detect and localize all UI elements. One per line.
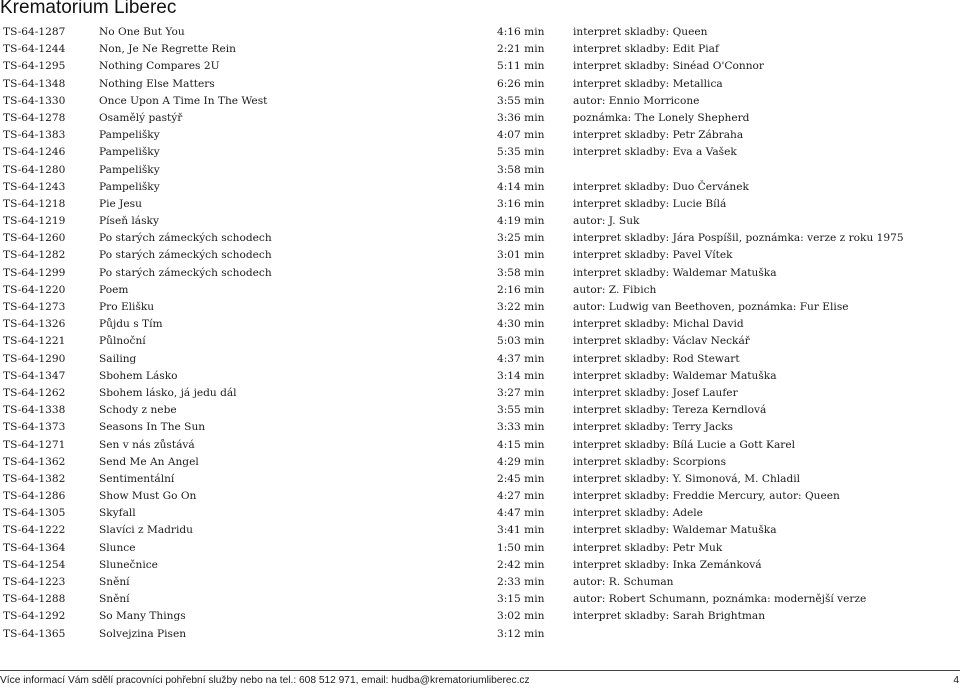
track-duration: 3:58 min bbox=[497, 266, 545, 279]
list-item bbox=[0, 213, 960, 230]
list-item bbox=[0, 488, 960, 505]
list-item bbox=[0, 505, 960, 522]
track-code: TS-64-1382 bbox=[3, 472, 66, 485]
track-code: TS-64-1218 bbox=[3, 197, 66, 210]
list-item bbox=[0, 333, 960, 350]
list-item bbox=[0, 282, 960, 299]
track-code: TS-64-1223 bbox=[3, 576, 66, 588]
track-title: Sbohem lásko, já jedu dál bbox=[99, 386, 237, 399]
list-item bbox=[0, 557, 960, 574]
list-item bbox=[0, 471, 960, 488]
track-title: Půjdu s Tím bbox=[99, 318, 163, 331]
track-duration: 3:16 min bbox=[497, 197, 545, 210]
list-item bbox=[0, 574, 960, 591]
list-item bbox=[0, 385, 960, 402]
track-duration: 3:33 min bbox=[497, 421, 545, 434]
track-title: Pampelišky bbox=[99, 180, 160, 193]
track-note: interpret skladby: Freddie Mercury, autor: Queen bbox=[573, 490, 840, 503]
track-duration: 4:16 min bbox=[497, 26, 545, 38]
track-code: TS-64-1290 bbox=[3, 352, 66, 365]
track-title: Píseň lásky bbox=[99, 215, 159, 228]
list-item bbox=[0, 402, 960, 419]
track-code: TS-64-1288 bbox=[3, 593, 66, 606]
track-duration: 4:07 min bbox=[497, 129, 545, 142]
track-title: No One But You bbox=[99, 26, 185, 38]
track-duration: 4:47 min bbox=[497, 507, 545, 520]
list-item bbox=[0, 179, 960, 196]
list-item bbox=[0, 522, 960, 539]
track-code: TS-64-1364 bbox=[3, 541, 66, 554]
track-title: Solvejzina Pisen bbox=[99, 627, 187, 640]
track-note: interpret skladby: Josef Laufer bbox=[573, 386, 738, 399]
track-note: interpret skladby: Waldemar Matuška bbox=[573, 266, 777, 279]
track-title: Pampelišky bbox=[99, 129, 160, 142]
list-item bbox=[0, 437, 960, 454]
list-item bbox=[0, 626, 960, 643]
list-item bbox=[0, 454, 960, 471]
list-item bbox=[0, 24, 960, 41]
list-item bbox=[0, 110, 960, 127]
footer-contact-text: Více informací Vám sdělí pracovníci pohřební služby nebo na tel.: 608 512 971, email: hudba@krematoriumliberec.cz bbox=[0, 675, 530, 686]
track-note: interpret skladby: Y. Simonová, M. Chladil bbox=[573, 472, 801, 485]
track-code: TS-64-1347 bbox=[3, 369, 66, 382]
list-item bbox=[0, 230, 960, 247]
list-item bbox=[0, 196, 960, 213]
track-code: TS-64-1373 bbox=[3, 421, 66, 434]
track-code: TS-64-1326 bbox=[3, 318, 66, 331]
track-note: autor: Ennio Morricone bbox=[573, 94, 700, 107]
track-code: TS-64-1287 bbox=[3, 26, 66, 38]
track-title: So Many Things bbox=[99, 610, 186, 623]
footer bbox=[0, 673, 960, 689]
track-note: interpret skladby: Rod Stewart bbox=[573, 352, 740, 365]
list-item bbox=[0, 419, 960, 436]
track-title: Pro Elišku bbox=[99, 301, 155, 313]
track-note: interpret skladby: Eva a Vašek bbox=[573, 146, 737, 159]
track-note: autor: Ludwig van Beethoven, poznámka: Fur Elise bbox=[573, 301, 849, 313]
track-title: Slavíci z Madridu bbox=[99, 524, 193, 537]
track-code: TS-64-1282 bbox=[3, 249, 66, 262]
track-title: Sen v nás zůstává bbox=[99, 438, 195, 451]
track-title: Slunečnice bbox=[99, 558, 158, 571]
list-item bbox=[0, 247, 960, 264]
track-note: interpret skladby: Duo Červánek bbox=[573, 180, 749, 193]
track-note: interpret skladby: Adele bbox=[573, 507, 703, 520]
track-code: TS-64-1273 bbox=[3, 301, 66, 313]
track-title: Once Upon A Time In The West bbox=[99, 94, 268, 107]
track-note: interpret skladby: Lucie Bílá bbox=[573, 197, 727, 210]
track-code: TS-64-1348 bbox=[3, 77, 66, 90]
track-title: Skyfall bbox=[99, 507, 136, 520]
track-title: Slunce bbox=[99, 541, 136, 554]
track-note: interpret skladby: Petr Muk bbox=[573, 541, 723, 554]
track-title: Poem bbox=[99, 283, 129, 296]
track-duration: 3:01 min bbox=[497, 249, 545, 262]
track-duration: 6:26 min bbox=[497, 77, 545, 90]
track-code: TS-64-1295 bbox=[3, 60, 66, 73]
track-duration: 3:22 min bbox=[497, 301, 545, 313]
track-code: TS-64-1365 bbox=[3, 627, 66, 640]
track-duration: 2:42 min bbox=[497, 558, 545, 571]
track-code: TS-64-1262 bbox=[3, 386, 66, 399]
track-duration: 3:15 min bbox=[497, 593, 545, 606]
track-duration: 4:27 min bbox=[497, 490, 545, 503]
list-item bbox=[0, 316, 960, 333]
track-duration: 4:19 min bbox=[497, 215, 545, 228]
track-note: interpret skladby: Pavel Vítek bbox=[573, 249, 733, 262]
track-code: TS-64-1338 bbox=[3, 404, 66, 417]
list-item bbox=[0, 162, 960, 179]
track-note: interpret skladby: Václav Neckář bbox=[573, 335, 750, 348]
track-duration: 3:58 min bbox=[497, 163, 545, 176]
track-title: Sbohem Lásko bbox=[99, 369, 178, 382]
track-code: TS-64-1286 bbox=[3, 490, 66, 503]
track-note: interpret skladby: Jára Pospíšil, poznámka: verze z roku 1975 bbox=[573, 232, 904, 245]
track-code: TS-64-1260 bbox=[3, 232, 66, 245]
track-title: Seasons In The Sun bbox=[99, 421, 206, 434]
track-note: interpret skladby: Petr Zábraha bbox=[573, 129, 744, 142]
track-duration: 3:55 min bbox=[497, 94, 545, 107]
list-item bbox=[0, 608, 960, 625]
track-note: autor: R. Schuman bbox=[573, 576, 674, 588]
track-title: Snění bbox=[99, 576, 130, 588]
track-title: Po starých zámeckých schodech bbox=[99, 232, 272, 245]
track-duration: 2:16 min bbox=[497, 283, 545, 296]
track-code: TS-64-1243 bbox=[3, 180, 66, 193]
track-title: Send Me An Angel bbox=[99, 455, 199, 468]
track-code: TS-64-1219 bbox=[3, 215, 66, 228]
track-duration: 3:36 min bbox=[497, 111, 545, 124]
track-duration: 3:12 min bbox=[497, 627, 545, 640]
track-title: Nothing Else Matters bbox=[99, 77, 215, 90]
page-number: 4 bbox=[953, 675, 959, 686]
track-note: interpret skladby: Queen bbox=[573, 26, 708, 38]
list-item bbox=[0, 368, 960, 385]
track-code: TS-64-1362 bbox=[3, 455, 66, 468]
track-code: TS-64-1271 bbox=[3, 438, 66, 451]
track-note: interpret skladby: Bílá Lucie a Gott Karel bbox=[573, 438, 796, 451]
track-title: Non, Je Ne Regrette Rein bbox=[99, 43, 236, 56]
list-item bbox=[0, 76, 960, 93]
track-duration: 4:37 min bbox=[497, 352, 545, 365]
list-item bbox=[0, 41, 960, 58]
track-note: autor: J. Suk bbox=[573, 215, 640, 228]
track-note: autor: Z. Fibich bbox=[573, 283, 657, 296]
track-duration: 3:02 min bbox=[497, 610, 545, 623]
track-code: TS-64-1244 bbox=[3, 43, 66, 56]
track-note: interpret skladby: Terry Jacks bbox=[573, 421, 733, 434]
track-title: Sentimentální bbox=[99, 472, 175, 485]
track-title: Sailing bbox=[99, 352, 137, 365]
track-note: interpret skladby: Sarah Brightman bbox=[573, 610, 766, 623]
track-title: Pampelišky bbox=[99, 146, 160, 159]
track-code: TS-64-1221 bbox=[3, 335, 66, 348]
track-code: TS-64-1278 bbox=[3, 111, 66, 124]
track-code: TS-64-1292 bbox=[3, 610, 66, 623]
track-code: TS-64-1280 bbox=[3, 163, 66, 176]
track-title: Po starých zámeckých schodech bbox=[99, 266, 272, 279]
track-code: TS-64-1299 bbox=[3, 266, 66, 279]
track-duration: 4:15 min bbox=[497, 438, 545, 451]
track-note: interpret skladby: Waldemar Matuška bbox=[573, 524, 777, 537]
track-title: Show Must Go On bbox=[99, 490, 197, 503]
music-list bbox=[0, 24, 960, 643]
track-title: Po starých zámeckých schodech bbox=[99, 249, 272, 262]
track-title: Pampelišky bbox=[99, 163, 160, 176]
track-note: interpret skladby: Tereza Kerndlová bbox=[573, 404, 767, 417]
track-duration: 2:45 min bbox=[497, 472, 545, 485]
track-code: TS-64-1383 bbox=[3, 129, 66, 142]
track-duration: 3:41 min bbox=[497, 524, 545, 537]
track-note: interpret skladby: Michal David bbox=[573, 318, 744, 331]
track-duration: 4:30 min bbox=[497, 318, 545, 331]
track-note: autor: Robert Schumann, poznámka: modernější verze bbox=[573, 593, 867, 606]
track-duration: 3:25 min bbox=[497, 232, 545, 245]
list-item bbox=[0, 540, 960, 557]
track-code: TS-64-1305 bbox=[3, 507, 66, 520]
list-item bbox=[0, 127, 960, 144]
track-duration: 3:55 min bbox=[497, 404, 545, 417]
track-note: interpret skladby: Metallica bbox=[573, 77, 723, 90]
track-note: interpret skladby: Edit Piaf bbox=[573, 43, 719, 56]
track-duration: 2:33 min bbox=[497, 576, 545, 588]
track-title: Pie Jesu bbox=[99, 197, 142, 210]
track-title: Nothing Compares 2U bbox=[99, 60, 220, 73]
list-item bbox=[0, 351, 960, 368]
track-code: TS-64-1246 bbox=[3, 146, 66, 159]
list-item bbox=[0, 591, 960, 608]
track-title: Osamělý pastýř bbox=[99, 111, 183, 124]
track-title: Snění bbox=[99, 593, 130, 606]
list-item bbox=[0, 93, 960, 110]
track-note: interpret skladby: Inka Zemánková bbox=[573, 558, 762, 571]
track-duration: 4:29 min bbox=[497, 455, 545, 468]
track-note: interpret skladby: Scorpions bbox=[573, 455, 727, 468]
track-duration: 1:50 min bbox=[497, 541, 545, 554]
track-duration: 2:21 min bbox=[497, 43, 545, 56]
track-duration: 5:35 min bbox=[497, 146, 545, 159]
footer-divider bbox=[0, 670, 960, 671]
track-note: poznámka: The Lonely Shepherd bbox=[573, 111, 750, 124]
list-item bbox=[0, 144, 960, 161]
track-title: Půlnoční bbox=[99, 335, 146, 348]
track-duration: 5:11 min bbox=[497, 60, 545, 73]
track-duration: 3:14 min bbox=[497, 369, 545, 382]
track-duration: 5:03 min bbox=[497, 335, 545, 348]
list-item bbox=[0, 265, 960, 282]
track-title: Schody z nebe bbox=[99, 404, 177, 417]
track-code: TS-64-1222 bbox=[3, 524, 66, 537]
track-duration: 3:27 min bbox=[497, 386, 545, 399]
track-note: interpret skladby: Sinéad O'Connor bbox=[573, 60, 764, 73]
track-code: TS-64-1220 bbox=[3, 283, 66, 296]
list-item bbox=[0, 299, 960, 316]
list-item bbox=[0, 58, 960, 75]
page-title: Krematorium Liberec bbox=[0, 0, 177, 18]
track-note: interpret skladby: Waldemar Matuška bbox=[573, 369, 777, 382]
track-duration: 4:14 min bbox=[497, 180, 545, 193]
track-code: TS-64-1254 bbox=[3, 558, 66, 571]
track-code: TS-64-1330 bbox=[3, 94, 66, 107]
